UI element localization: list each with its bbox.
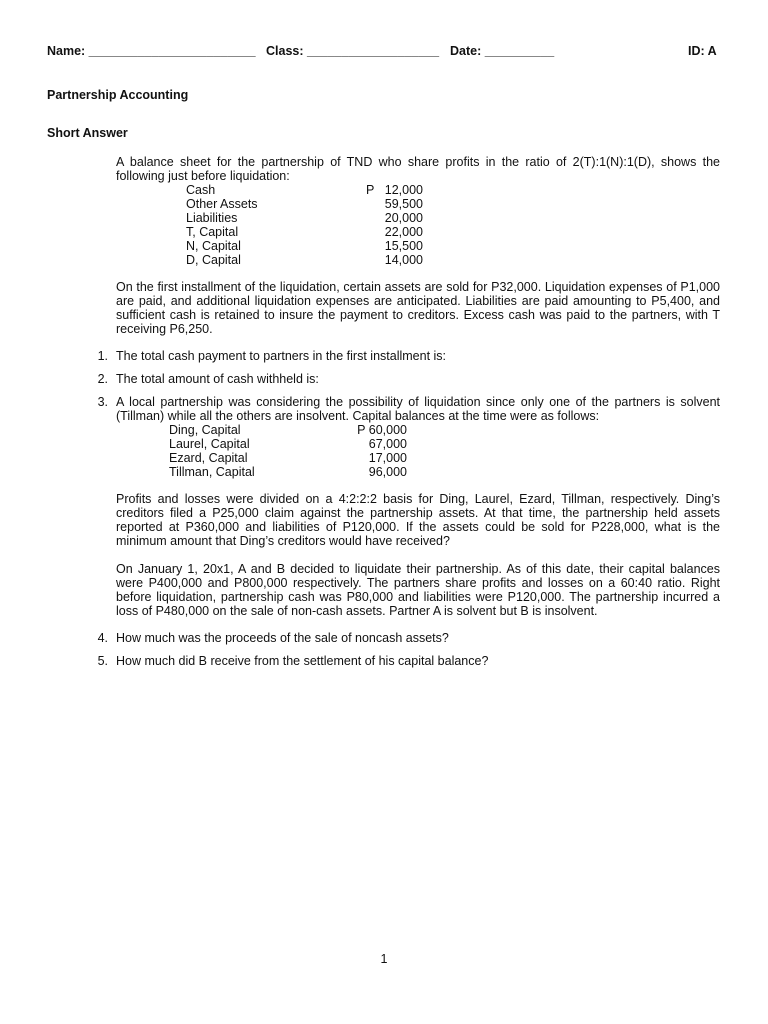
row-label: N, Capital bbox=[186, 239, 241, 253]
row-label: Ding, Capital bbox=[169, 423, 241, 437]
section-heading: Short Answer bbox=[47, 126, 128, 140]
row-value: 59,500 bbox=[384, 197, 423, 211]
row-value: 12,000 bbox=[384, 183, 423, 197]
row-label: Other Assets bbox=[186, 197, 258, 211]
question-text: How much did B receive from the settlement of his capital balance? bbox=[116, 654, 489, 668]
name-field: Name: ________________________ bbox=[47, 44, 256, 58]
row-label: Ezard, Capital bbox=[169, 451, 248, 465]
question-text: How much was the proceeds of the sale of noncash assets? bbox=[116, 631, 449, 645]
id-field: ID: A bbox=[688, 44, 717, 58]
row-value: P 60,000 bbox=[357, 423, 407, 437]
row-value: 15,500 bbox=[384, 239, 423, 253]
row-label: Liabilities bbox=[186, 211, 238, 225]
question-text: The total cash payment to partners in the first installment is: bbox=[116, 349, 447, 363]
row-value: 17,000 bbox=[368, 451, 407, 465]
row-value: 67,000 bbox=[368, 437, 407, 451]
document-title: Partnership Accounting bbox=[47, 88, 189, 102]
ding-paragraph: Profits and losses were divided on a 4:2:2:2 basis for Ding, Laurel, Ezard, Tillman, respectively. Ding’s creditors filed a P25,000 claim against the partnership assets. At that time, the partnership held assets reported at P360,000 and liabilities of P120,000. If the assets could be sold for P228,000, what is the minimum amount that Ding’s creditors would have received? bbox=[116, 492, 720, 548]
intro-paragraph: A balance sheet for the partnership of TND who share profits in the ratio of 2(T):1(N):1(D), shows the following just before liquidation: bbox=[116, 155, 720, 183]
header-line bbox=[47, 44, 719, 60]
page-number: 1 bbox=[380, 952, 388, 966]
row-label: Laurel, Capital bbox=[169, 437, 250, 451]
question-number: 4. bbox=[97, 631, 108, 645]
row-label: D, Capital bbox=[186, 253, 241, 267]
row-value: 14,000 bbox=[384, 253, 423, 267]
date-field: Date: __________ bbox=[450, 44, 555, 58]
question-number: 2. bbox=[97, 372, 108, 386]
row-label: Tillman, Capital bbox=[169, 465, 255, 479]
question-text: The total amount of cash withheld is: bbox=[116, 372, 319, 386]
row-currency: P bbox=[366, 183, 375, 197]
question-number: 3. bbox=[97, 395, 108, 409]
row-label: T, Capital bbox=[186, 225, 239, 239]
ab-paragraph: On January 1, 20x1, A and B decided to liquidate their partnership. As of this date, their capital balances were P400,000 and P800,000 respectively. The partners share profits and losses on a 60:40 ratio. Right before liquidation, partnership cash was P80,000 and liabilities were P120,000. The partnership incurred a loss of P480,000 on the sale of non-cash assets. Partner A is solvent but B is insolvent. bbox=[116, 562, 720, 618]
question-text: A local partnership was considering the possibility of liquidation since only one of the partners is solvent (Tillman) while all the others are insolvent. Capital balances at the time were as follows: bbox=[116, 395, 720, 423]
row-value: 20,000 bbox=[384, 211, 423, 225]
row-value: 22,000 bbox=[384, 225, 423, 239]
question-number: 1. bbox=[97, 349, 108, 363]
installment-paragraph: On the first installment of the liquidation, certain assets are sold for P32,000. Liquidation expenses of P1,000 are paid, and additional liquidation expenses are anticipated. Liabilities are paid amounting to P5,400, and sufficient cash is retained to insure the payment to creditors. Excess cash was paid to the partners, with T receiving P6,250. bbox=[116, 280, 720, 336]
class-field: Class: ___________________ bbox=[266, 44, 440, 58]
row-value: 96,000 bbox=[368, 465, 407, 479]
row-label: Cash bbox=[186, 183, 216, 197]
question-number: 5. bbox=[97, 654, 108, 668]
